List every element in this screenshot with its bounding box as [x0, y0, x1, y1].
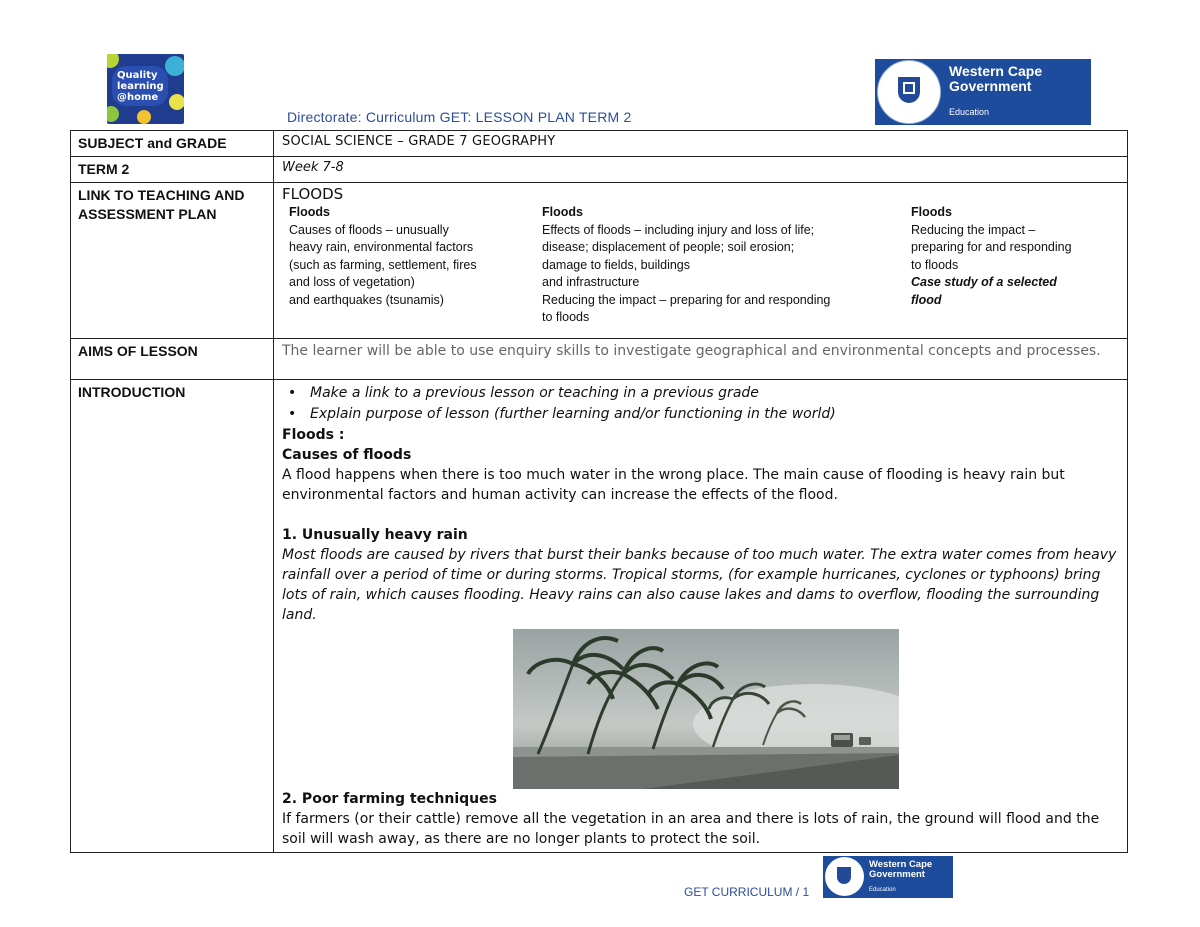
directorate-title: Directorate: Curriculum GET: LESSON PLAN TERM 2 — [287, 109, 632, 125]
logo-name-line: Western Cape — [949, 63, 1043, 79]
storm-palm-trees-image — [513, 629, 899, 789]
row-introduction — [71, 380, 1128, 853]
topic-columns — [282, 204, 1121, 327]
footer-page-label: GET CURRICULUM / 1 — [684, 885, 810, 899]
column-line: preparing for and responding — [911, 240, 1072, 254]
decor-dot — [137, 110, 151, 124]
lesson-plan-table — [70, 130, 1128, 853]
row-term — [71, 157, 1128, 183]
label-aims: AIMS OF LESSON — [71, 339, 274, 380]
topic-column-causes — [289, 204, 542, 327]
value-subject: SOCIAL SCIENCE – GRADE 7 GEOGRAPHY — [274, 131, 1128, 157]
coat-of-arms-icon — [825, 857, 864, 896]
row-subject — [71, 131, 1128, 157]
column-line: Reducing the impact – preparing for and responding — [542, 292, 831, 307]
footer-logo-name — [869, 860, 932, 880]
logo-subtitle: Education — [949, 107, 990, 117]
footer-logo-sub: Education — [869, 887, 896, 893]
value-link — [274, 183, 1128, 339]
text-heavy-rain: Most floods are caused by rivers that burst their banks because of too much water. The extra water comes from heavy rainfall over a period of time or during storms. Tropical storms, (for example hurricanes, cyclones or typhoons) bring lots of rain, which causes flooding. Heavy rains can also cause lakes and dams to overflow, flooding the surrounding land. — [282, 547, 1117, 623]
label-term: TERM 2 — [71, 157, 274, 183]
column-line: to floods — [542, 310, 590, 324]
intro-bullets — [282, 383, 1121, 425]
column-line: heavy rain, environmental factors — [289, 240, 474, 254]
text-poor-farming: If farmers (or their cattle) remove all the vegetation in an area and there is lots of rain, the ground will flood and the soil will wash away, as there are no longer plants to protect the soil. — [282, 811, 1100, 847]
column-line: Effects of floods – including injury and loss of life; — [542, 222, 815, 237]
coat-of-arms-icon — [877, 60, 941, 124]
logo-line: learning — [117, 81, 164, 92]
column-line: and infrastructure — [542, 275, 640, 289]
logo-line: @home — [117, 92, 159, 103]
column-heading: Floods — [289, 205, 330, 219]
row-link — [71, 183, 1128, 339]
decor-dot — [107, 106, 119, 122]
column-line: to floods — [911, 257, 959, 272]
row-aims — [71, 339, 1128, 380]
value-introduction — [274, 380, 1128, 853]
value-term: Week 7-8 — [274, 157, 1128, 183]
decor-dot — [165, 56, 184, 76]
storm-photo — [513, 629, 899, 789]
causes-heading: Causes of floods — [282, 447, 412, 463]
decor-dot — [107, 54, 119, 68]
logo-name — [949, 64, 1042, 94]
floods-title: FLOODS — [282, 185, 344, 203]
label-subject: SUBJECT and GRADE — [71, 131, 274, 157]
footer-logo-line: Government — [869, 869, 925, 880]
decor-dot — [169, 94, 184, 110]
logo-name-line: Government — [949, 78, 1032, 94]
footer-logo-line: Western Cape — [869, 859, 933, 870]
western-cape-government-logo — [875, 59, 1091, 125]
bullet-item: • Make a link to a previous lesson or teaching in a previous grade — [310, 383, 1121, 404]
label-link: LINK TO TEACHING AND ASSESSMENT PLAN — [71, 183, 274, 339]
value-aims-cell — [274, 339, 1128, 380]
logo-line: Quality — [117, 70, 158, 81]
topic-column-effects — [542, 204, 911, 327]
column-heading: Floods — [911, 205, 952, 219]
column-heading: Floods — [542, 205, 583, 219]
column-line: disease; displacement of people; soil erosion; — [542, 240, 795, 254]
column-line: and earthquakes (tsunamis) — [289, 292, 444, 307]
logo-text — [117, 70, 164, 103]
column-line: (such as farming, settlement, fires — [289, 257, 477, 272]
heading-heavy-rain: 1. Unusually heavy rain — [282, 527, 468, 543]
causes-text: A flood happens when there is too much water in the wrong place. The main cause of flooding is heavy rain but environmental factors and human activity can increase the effects of the flood. — [282, 467, 1065, 503]
case-study-line: Case study of a selected — [911, 275, 1057, 289]
floods-heading: Floods : — [282, 427, 345, 443]
heading-poor-farming: 2. Poor farming techniques — [282, 791, 497, 807]
topic-column-reducing — [911, 204, 1121, 327]
value-aims: The learner will be able to use enquiry skills to investigate geographical and environmental concepts and processes. — [282, 343, 1101, 359]
column-line: damage to fields, buildings — [542, 257, 691, 272]
label-introduction: INTRODUCTION — [71, 380, 274, 853]
bullet-item: • Explain purpose of lesson (further learning and/or functioning in the world) — [310, 404, 1121, 425]
footer-wcg-logo — [823, 856, 953, 898]
quality-learning-logo — [107, 54, 184, 124]
case-study-line: flood — [911, 292, 942, 307]
column-line: Causes of floods – unusually — [289, 222, 449, 237]
column-line: Reducing the impact – — [911, 222, 1036, 237]
column-line: and loss of vegetation) — [289, 275, 415, 289]
